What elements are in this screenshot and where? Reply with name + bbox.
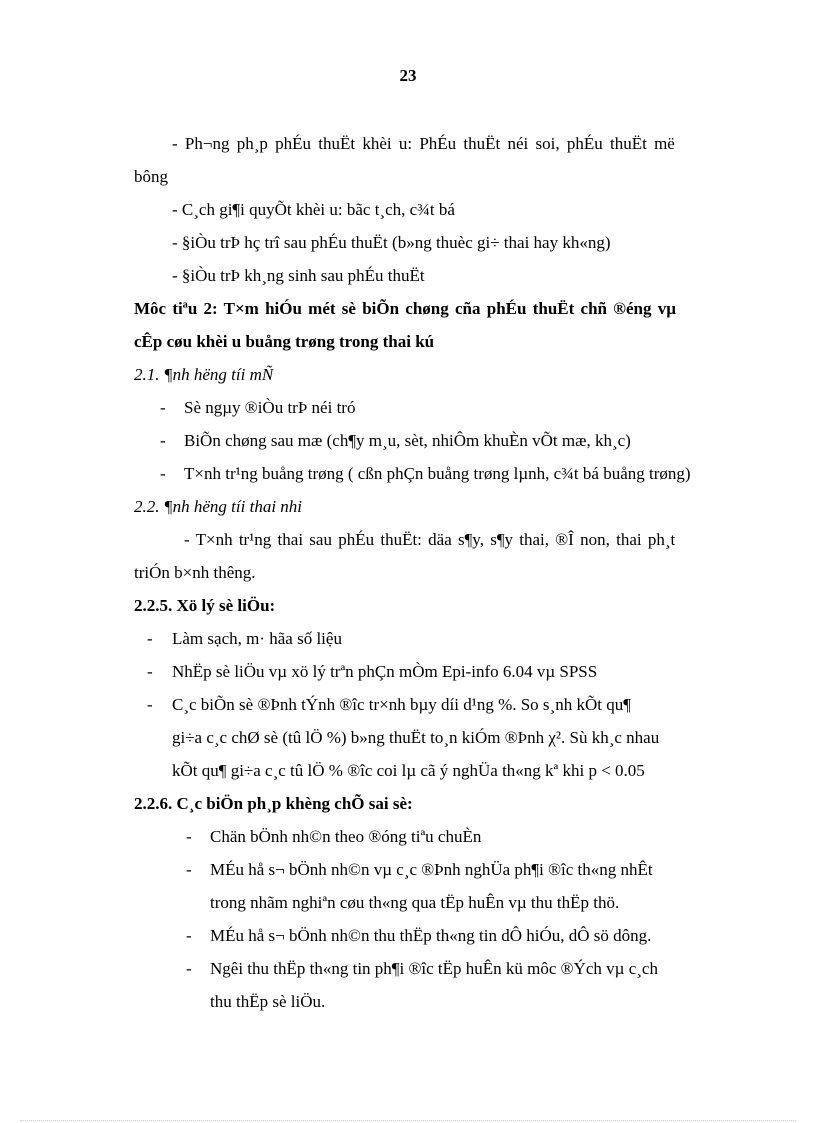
list-item: BiÕn chøng sau mæ (ch¶y m¸u, sèt, nhiÔm khuÈn vÕt mæ, kh¸c) [184,431,631,450]
bullet-dash: - [186,926,192,945]
bullet-dash: - [186,827,192,846]
section-2-2-5-heading: 2.2.5. Xö lý sè liÖu: [134,596,276,615]
adjuvant-treatment-line: - §iÒu trÞ hç trî sau phÉu thuËt (b»ng thuèc gi÷ thai hay kh«ng) [172,233,611,252]
bullet-dash: - [160,398,166,417]
bullet-dash: - [160,431,166,450]
list-item: MÉu hå s¬ bÖnh nh©n vµ c¸c ®Þnh nghÜa ph¶i ®îc th«ng nhÊt [210,860,653,879]
list-item: Chän bÖnh nh©n theo ®óng tiªu chuÈn [210,827,482,846]
list-item: Làm sạch, m· hãa số liệu [172,629,342,648]
bullet-dash: - [147,629,153,648]
bullet-dash: - [147,695,153,714]
list-item-cont: thu thËp sè liÖu. [210,992,326,1011]
section-2-1-heading: 2.1. ¶nh hëng tíi mÑ [134,365,274,384]
goal2-heading-line1: Môc tiªu 2: T×m hiÓu mét sè biÕn chøng cña phÉu thuËt chñ ®éng vµ [134,299,676,318]
stats-line-1: C¸c biÕn sè ®Þnh tÝnh ®îc tr×nh bµy díi d¹ng %. So s¸nh kÕt qu¶ [172,695,631,714]
list-item: Ngêi thu thËp th«ng tin ph¶i ®îc tËp huÊn kü môc ®Ých vµ c¸ch [210,959,658,978]
fetus-status-line: - T×nh tr¹ng thai sau phÉu thuËt: däa s¶y, s¶y thai, ®Î non, thai ph¸t [184,530,676,549]
section-2-2-6-heading: 2.2.6. C¸c biÖn ph¸p khèng chÕ sai sè: [134,794,413,813]
antibiotic-line: - §iÒu trÞ kh¸ng sinh sau phÉu thuËt [172,266,425,285]
stats-line-2: gi÷a c¸c chØ sè (tû lÖ %) b»ng thuËt to¸n kiÓm ®Þnh χ². Sù kh¸c nhau [172,728,660,747]
list-item: NhËp sè liÖu vµ xö lý trªn phÇn mÒm Epi-info 6.04 vµ SPSS [172,662,598,681]
bullet-dash: - [186,860,192,879]
bullet-dash: - [160,464,166,483]
section-2-2-heading: 2.2. ¶nh hëng tíi thai nhi [134,497,303,516]
fetus-status-line-cont: triÓn b×nh thêng. [134,563,256,582]
page-bottom-divider [20,1120,796,1121]
stats-line-3: kÕt qu¶ gi÷a c¸c tû lÖ % ®îc coi lµ cã ý nghÜa th«ng kª khi p < 0.05 [172,761,645,780]
list-item: T×nh tr¹ng buång trøng ( cßn phÇn buång trøng lµnh, c¾t bá buång trøng) [184,464,691,483]
surgery-method-line-cont: bông [134,167,168,186]
bullet-dash: - [186,959,192,978]
list-item: Sè ngµy ®iÒu trÞ néi tró [184,398,356,417]
bullet-dash: - [147,662,153,681]
surgery-method-text: - Ph¬ng ph¸p phÉu thuËt khèi u: PhÉu thuËt néi soi, phÉu thuËt më [172,134,675,153]
page-number: 23 [399,66,417,85]
tumor-handling-line: - C¸ch gi¶i quyÕt khèi u: bãc t¸ch, c¾t bá [172,200,455,219]
goal2-heading-line2: cÊp cøu khèi u buång trøng trong thai kú [134,332,435,351]
surgery-method-line [172,134,738,154]
list-item-cont: trong nhãm nghiªn cøu th«ng qua tËp huÊn vµ thu thËp thö. [210,893,620,912]
list-item: MÉu hå s¬ bÖnh nh©n thu thËp th«ng tin dÔ hiÓu, dÔ sö dông. [210,926,652,945]
